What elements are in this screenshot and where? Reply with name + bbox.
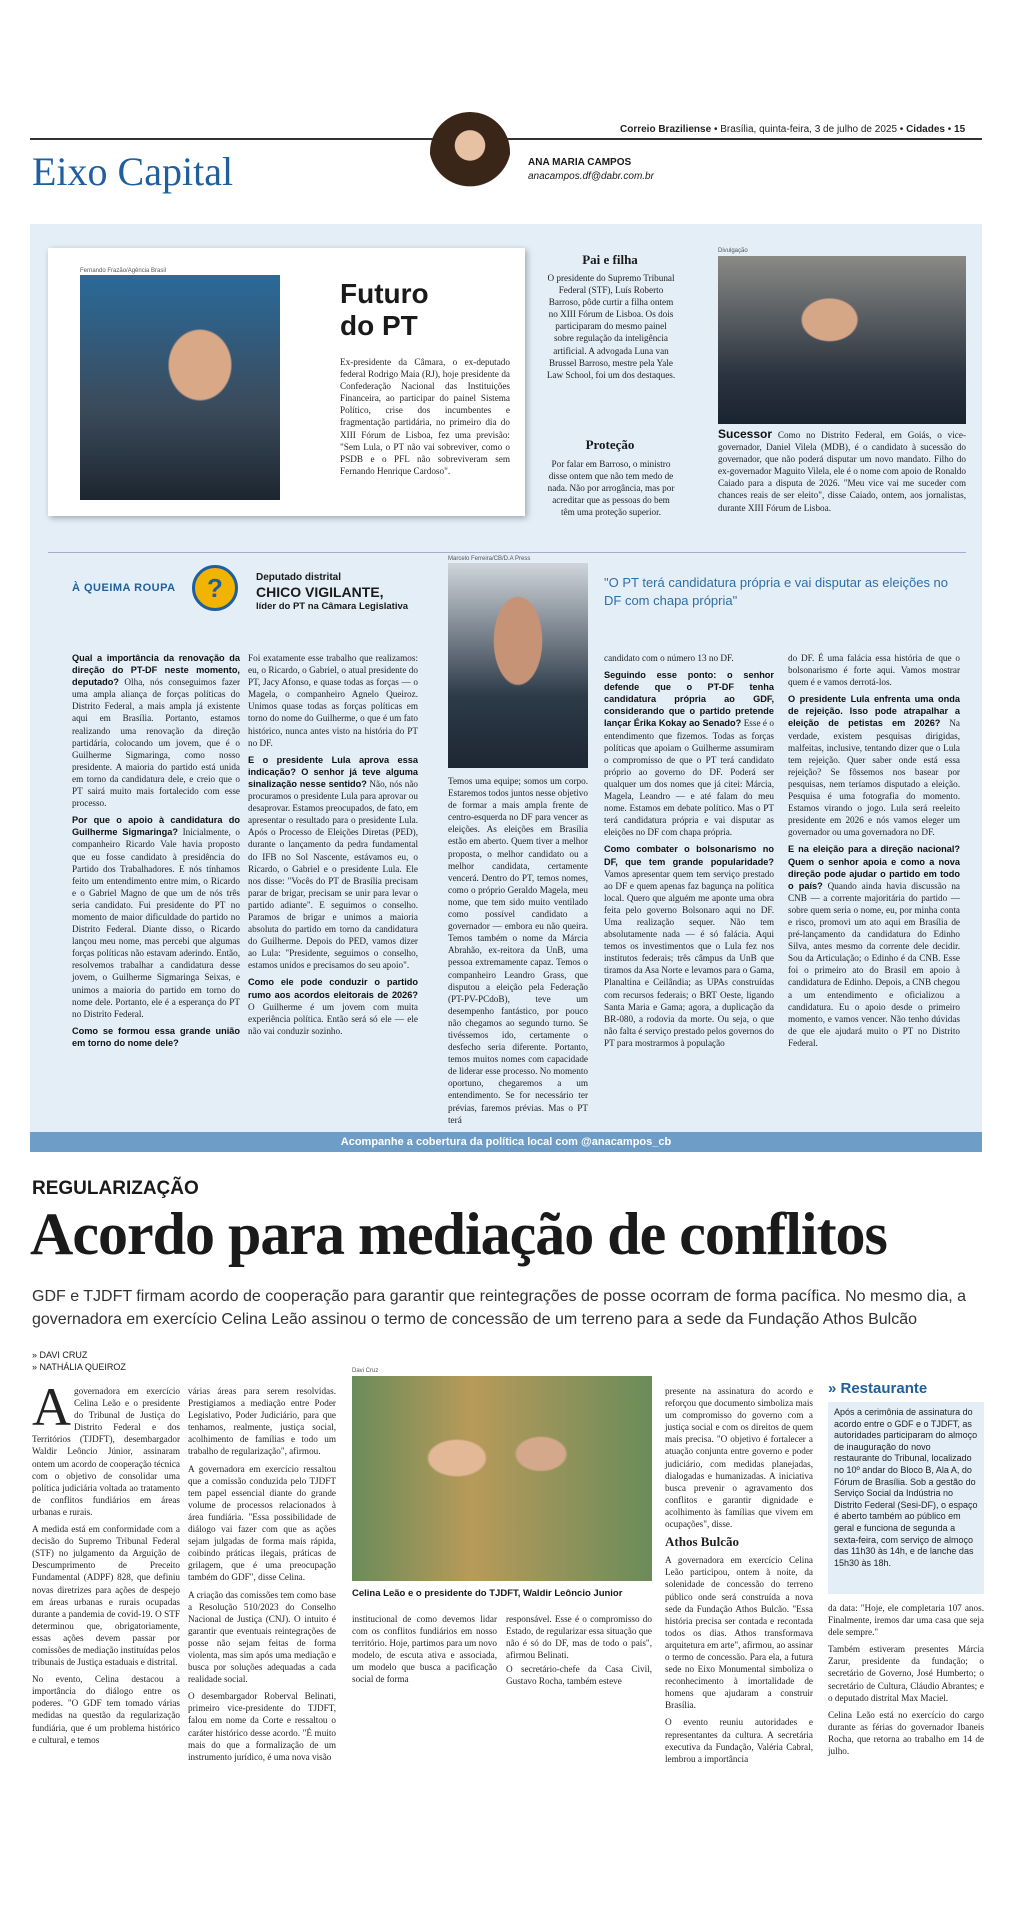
article-p3: No evento, Celina destacou a importância do diálogo entre os poderes. "O GDF tem tomado várias medidas na questão da regularização fundiária, que é um problema histórico e cultural, e temos (32, 1674, 180, 1745)
interview-q9: E na eleição para a direção nacional? Quem o senhor apoia e como a nova direção pode ajudar o partido em todo o país? (788, 844, 960, 891)
interview-photo-credit: Marcelo Ferreira/CB/D.A Press (448, 556, 531, 562)
page-number: 15 (954, 124, 966, 135)
interview-q5: Como ele pode conduzir o partido rumo aos acordos eleitorais de 2026? (248, 977, 418, 1000)
article-p4: várias áreas para serem resolvidas. Prestigiamos a mediação entre Poder Legislativo, Poder Judiciário, para que tenhamos, realmente, justiça social, acolhimento de famílias e todo um trabalho de regularização", afirmou. (188, 1386, 336, 1457)
author-email: anacampos.df@dabr.com.br (528, 171, 654, 182)
article-p8: presente na assinatura do acordo e reforçou que documento simboliza mais um compromisso do governo com a justiça social e com os direitos de quem mais precisa. "O objetivo é fortalecer a atuação conjunta entre governo e poder judiciário, com medidas planejadas, dialogadas e humanizadas. A iniciativa busca prevenir o agravamento dos conflitos e garantir dignidade e acolhimento às famílias que vivem em ocupações", disse. (665, 1386, 813, 1530)
interview-subtitle: líder do PT na Câmara Legislativa (256, 601, 409, 612)
interview-col-3: Temos uma equipe; somos um corpo. Estaremos todos juntos nesse objetivo de formar a mais ampla frente de centro-esquerda no DF para vencer as eleições. As eleições em Brasília estão em aberto. Quem tiver a melhor proposta, o melhor candidato ou a melhor candidata, certamente vencerá. Dentro do PT, temos nomes, como o próprio Geraldo Magela, meu nome, que tem sido muito ventilado como possível candidato a governador — embora eu não queira. Temos também o nome da Márcia Abrahão, ex-reitora da UnB, uma pessoa extremamente capaz. Temos o companheiro Leandro Grass, que disputou a eleição pela Federação (PT-PV-PCdoB), teve um desempenho fantástico, por pouco não chegamos ao segundo turno. Se tivéssemos ido, certamente o desfecho seria diferente. Portanto, temos muitos nomes com capacidade de liderar esse processo. No momento oportuno, chegaremos a um entendimento. Se for necessário ter prévias, faremos prévias. Mas o PT terá (448, 776, 588, 1125)
interview-q1: Qual a importância da renovação da direção do PT-DF neste momento, deputado? (72, 653, 240, 688)
masthead-name: Correio Braziliense (620, 124, 712, 135)
article-col-2 (188, 1385, 336, 1905)
article-p12: Também estiveram presentes Márcia Zarur, presidente da fundação; o secretário de Governo, José Humberto; o secretário de Cultura, Cláudio Abrantes; e o deputado distrital Max Maciel. (828, 1644, 984, 1703)
queima-roupa-icon: ? (192, 565, 238, 611)
interview-a3: Foi exatamente esse trabalho que realizamos: eu, o Ricardo, o Gabriel, o atual presidente do PT, Jacy Afonso, e quase todas as forças — o Magela, o companheiro Agnelo Queiroz. Unimos quase todas as forças políticas em torno do nome do Guilherme, o que é um fato histórico, nunca antes visto na história do PT no DF. (248, 653, 418, 748)
article-under-2a: responsável. Esse é o compromisso do Estado, de regularizar essa situação que não é só do DF, mas de todo o país", afirmou Belinati. (506, 1614, 652, 1661)
section-name: Cidades (906, 124, 945, 135)
article-under-2b: O secretário-chefe da Casa Civil, Gustavo Rocha, também esteve (506, 1664, 652, 1687)
interview-divider (48, 552, 966, 553)
article-p1: governadora em exercício Celina Leão e o presidente do Tribunal de Justiça do Distrito Federal e dos Territórios (TJDFT), desembargador Waldir Leôncio Júnior, assinaram ontem um acordo de cooperação técnica com o objetivo de consolidar uma política judiciária voltada ao tratamento de conflitos fundiários em áreas urbanas e rurais. (32, 1386, 180, 1517)
article-p7: O desembargador Roberval Belinati, primeiro vice-presidente do TJDFT, falou em nome da Corte e ressaltou o caráter histórico desse acordo. "É muito mais do que a formalização de um instrumento jurídico, é uma nova visão (188, 1691, 336, 1762)
interview-a1: Olha, nós conseguimos fazer uma ampla aliança de forças políticas do Distrito Federal, a mais ampla já existente aqui em Brasília. Portanto, estamos realizando uma renovação da direção partidária, colocando um jovem, que é o Guilherme Sigmaringa, como nosso presidente. A maioria do partido está unida em torno da candidatura dele, e creio que o PT sairá muito mais fortalecido com esse processo. (72, 677, 240, 809)
article-col-4 (665, 1385, 813, 1905)
interview-a9: do DF. É uma falácia essa história de que o bolsonarismo é forte aqui. Vamos mostrar quem é e vamos derrotá-los. (788, 653, 960, 688)
futuro-photo (80, 275, 280, 500)
paifilha-title: Pai e filha (582, 252, 638, 267)
article-p6: A criação das comissões tem como base a Resolução 510/2023 do Conselho Nacional de Justiça (CNJ). O intuito é garantir que eventuais reintegrações de posse não sejam feitas de forma violenta, mas sim após uma mediação e busca por soluções adequadas a cada realidade social. (188, 1589, 336, 1685)
sucessor-photo-credit: Divulgação (718, 248, 748, 254)
futuro-photo-credit: Fernando Frazão/Agência Brasil (80, 268, 167, 274)
interview-a6: candidato com o número 13 no DF. (604, 653, 734, 663)
interview-a11: Quando ainda havia discussão na CNB — a corrente majoritária do partido — sobre quem seria o nome, eu, por minha conta e risco, promovi um ato aqui em Brasília de pré-lançamento da candidatura do Edinho Silva, antes mesmo da corrente dele decidir. Sou da Articulação; o Edinho é da CNB. Esse foi o primeiro ato do Brasil em apoio à candidatura de Edinho. Depois, a CNB chegou a um entendimento e oficializou a candidatura. Eu o apoio desde o primeiro momento, e vamos vencer. Não tenho dúvidas de que ele ajudará muito o PT no Distrito Federal. (788, 880, 960, 1048)
queima-roupa-label: À QUEIMA ROUPA (72, 582, 176, 594)
futuro-title-2: do PT (340, 310, 418, 341)
article-photo-credit: Davi Cruz (352, 1368, 379, 1374)
interview-quote: "O PT terá candidatura própria e vai disputar as eleições no DF com chapa própria" (604, 575, 949, 608)
article-p10: O evento reuniu autoridades e representantes da cultura. A secretária executiva da Fundação, Valéria Cabral, lembrou a importância (665, 1717, 813, 1764)
dropcap: A (32, 1377, 71, 1437)
athos-title: Athos Bulcão (665, 1534, 740, 1550)
interview-col-1 (72, 652, 240, 1097)
sucessor-text: Como no Distrito Federal, em Goiás, o vice-governador, Daniel Vilela (MDB), é o candidato à sucessão do governador, que não poderá disputar um novo mandato. Filho do ex-governador Maguito Vilela, ele é o nome com apoio de Ronaldo Caiado para a disputa de 2026. "Meu vice vai me suceder com chances reais de ser eleito", disse Caiado, ontem, aos jornalistas, durante XIII Fórum de Lisboa. (718, 430, 966, 513)
interview-a8: Vamos apresentar quem tem serviço prestado ao DF e quem apenas faz bagunça na política local. Quero que alguém me aponte uma obra feita pelo governo Bolsonaro aqui no DF. Uma realização sequer. Não tem absolutamente nada — é só falácia. Aqui temos os investimentos que o Lula fez nos institutos federais; três câmpus da UnB que tiramos da Asa Norte e levamos para o Gama, Planaltina e Ceilândia; as UPAs construídas com recursos federais; o BRT Oeste, ligando Santa Maria e Gama; agora, a duplicação da BR-080, a rodovia da morte. Ou seja, o que não falta é serviço prestado pelos governos do PT para mostrarmos à população (604, 868, 774, 1048)
interview-a4: Não, nós não procuramos o presidente Lula para aprovar ou desaprovar. Estamos preocupados, de fato, em apresentar o resultado para o presidente Lula. Após o Processo de Eleições Diretas (PED), durante o lançamento da pedra fundamental do IFB no Sol Nascente, estávamos eu, o Ricardo, o Gabriel e o presidente Lula. Ele nos disse: "Vocês do PT de Brasília precisam parar de brigar, precisam se unir para levar o partido adiante". E seguimos o conselho. Paramos de brigar e unimos a maioria absoluta do partido em torno da candidatura do Guilherme. Depois do PED, vamos dizer ao Lula: "Presidente, seguimos o conselho, estamos unidos e precisamos do seu apoio". (248, 778, 419, 971)
protecao-title: Proteção (585, 437, 635, 452)
sucessor-photo (718, 256, 966, 424)
interview-a10: Na verdade, existem pesquisas dirigidas, malfeitas, inclusive, tentando dizer que o Lula tem rejeição. Quer saber onde está essa rejeição? Se fôssemos nos basear por pesquisas, nem teríamos disputado a eleição. Pesquisa é uma fotografia do momento. Estamos virando o jogo. Lula será reeleito presidente em 2026 e nós vamos eleger um governador ou uma governadora no DF. (788, 718, 961, 838)
restaurante-box: Após a cerimônia de assinatura do acordo entre o GDF e o TJDFT, as autoridades participaram do almoço de inauguração do novo restaurante do Tribunal, localizado no 10º andar do Bloco B, Ala A, do Fórum de Brasília. Sob a gestão do Serviço Social da Indústria no Distrito Federal (Sesi-DF), o espaço é aberto também ao público em geral e funciona de segunda a sexta-feira, com serviço de almoço das 11h30 às 14h, e de lanche das 15h30 às 18h. (828, 1402, 984, 1594)
interview-a2: Inicialmente, o companheiro Ricardo Vale havia proposto que eu fosse candidato à presidência do Partido dos Trabalhadores. E nós tínhamos feito um entendimento entre mim, o Ricardo e o Gabriel Magno de que um de nós três seria candidato. Fui presidente do PT no momento de maior dificuldade do partido no Distrito Federal. Diante disso, o Ricardo lançou meu nome, mas percebi que algumas forças políticas não estavam aderindo. Então, resolvemos trabalhar a candidatura desse jovem, o Guilherme Sigmaringa Seixas, e unimos a maioria do partido em torno do nome dele. Portanto, ele é a esperança do PT no Distrito Federal. (72, 827, 241, 1019)
article-col-1 (32, 1377, 180, 1905)
article-kicker: REGULARIZAÇÃO (32, 1178, 199, 1199)
protecao-text: Por falar em Barroso, o ministro disse ontem que não tem medo de nada. Não por arrogância, mas por acreditar que as pessoas do bem têm uma proteção superior. (547, 459, 675, 518)
article-p5: A governadora em exercício ressaltou que a comissão conduzida pelo TJDFT tem papel essencial diante do grande volume de processos relacionados à área fundiária. "Essa possibilidade de diálogo vai fazer com que as ações sejam julgadas de forma mais rápida, coibindo práticas ilegais, práticas de grilagem, que é uma preocupação também do GDF", disse Celina. (188, 1463, 336, 1583)
coverage-bar[interactable]: Acompanhe a cobertura da política local com @anacampos_cb (30, 1132, 982, 1152)
paifilha-text: O presidente do Supremo Tribunal Federal (STF), Luís Roberto Barroso, pôde curtir a filha ontem no XIII Fórum de Lisboa. Os dois participaram do mesmo painel sobre regulação da inteligência artificial. A advogada Luna van Brussel Barroso, mestre pela Yale Law School, foi um dos destaques. (546, 273, 676, 380)
restaurante-title: » Restaurante (828, 1380, 928, 1397)
sucessor-block (718, 428, 966, 524)
article-under-1: institucional de como devemos lidar com os conflitos fundiários em nosso território. Hoje, partimos para um novo modelo, de escuta ativa e associada, um modelo que busca a pacificação social de forma (352, 1614, 497, 1685)
dateline: • Brasília, quinta-feira, 3 de julho de 2025 • (713, 124, 904, 135)
article-p2: A medida está em conformidade com a decisão do Supremo Tribunal Federal (STF) no julgamento da Arguição de Descumprimento de Preceito Fundamental (ADPF) 828, que definiu novas diretrizes para ações de despejo em áreas urbanas e rurais ocupadas durante a pandemia de covid-19. O STF determinou que, obrigatoriamente, essas ações devem passar por comissões de mediação instituídas pelos tribunais de Justiça estaduais e distrital. (32, 1524, 180, 1668)
interview-photo (448, 563, 588, 768)
interview-q6: Seguindo esse ponto: o senhor defende que o PT-DF tenha candidatura própria ao GDF, considerando que o partido pretende lançar Érika Kokay ao Senado? (604, 670, 774, 729)
article-under-2 (506, 1613, 652, 1693)
article-p13: Celina Leão está no exercício do cargo durante as férias do governador Ibaneis Rocha, que retorna ao trabalho em 14 de julho. (828, 1709, 984, 1757)
article-photo-caption: Celina Leão e o presidente do TJDFT, Waldir Leôncio Junior (352, 1588, 623, 1599)
interview-col-4 (604, 652, 774, 1097)
sucessor-title: Sucessor (718, 427, 773, 441)
interview-q8: O presidente Lula enfrenta uma onda de rejeição. Isso pode atrapalhar a eleição de petistas em 2026? (788, 694, 960, 729)
interview-col-5 (788, 652, 960, 1097)
interview-q2: Por que o apoio à candidatura do Guilherme Sigmaringa? (72, 815, 240, 838)
interview-a7: Esse é o entendimento que fizemos. Todas as forças políticas que apoiam o Guilherme assumiram o compromisso de que o PT terá candidato próprio ao governo do DF. Poderá ser qualquer um dos nomes que já citei: Márcia, Magela, Leandro — e até falam do meu nome. Estamos em debate político. Mas o PT terá candidatura própria e vai disputar as eleições no DF com chapa própria. (604, 718, 775, 838)
futuro-text: Ex-presidente da Câmara, o ex-deputado federal Rodrigo Maia (RJ), hoje presidente da Confederação Nacional das Instituições Financeira, ao participar do painel Sistema Político, crise dos incumbentes e fragmentação partidária, no primeiro dia do XIII Fórum de Lisboa, fez uma previsão: "Sem Lula, o PT não vai sobreviver, como o PSDB e o PFL não sobreviveram sem Fernando Henrique Cardoso". (340, 357, 510, 476)
futuro-title-1: Futuro (340, 278, 429, 309)
interview-name: CHICO VIGILANTE, (256, 584, 384, 600)
byline-1: » DAVI CRUZ (32, 1350, 88, 1360)
column-title: Eixo Capital (32, 149, 234, 194)
author-photo (430, 112, 510, 200)
article-col-5 (828, 1602, 984, 1902)
interview-q3: Como se formou essa grande união em torno do nome dele? (72, 1025, 240, 1048)
article-p11: da data: "Hoje, ele completaria 107 anos. Finalmente, iremos dar uma casa que seja dele sempre." (828, 1603, 984, 1638)
interview-role: Deputado distrital (256, 572, 342, 583)
article-photo (352, 1376, 652, 1581)
article-headline: Acordo para mediação de conflitos (30, 1201, 887, 1267)
byline-2: » NATHÁLIA QUEIROZ (32, 1362, 126, 1372)
interview-col-2 (248, 652, 418, 1097)
article-deck: GDF e TJDFT firmam acordo de cooperação para garantir que reintegrações de posse ocorram de forma pacífica. No mesmo dia, a governadora em exercício Celina Leão assinou o termo de concessão de um terreno para a sede da Fundação Athos Bulcão (32, 1288, 967, 1328)
interview-q4: E o presidente Lula aprova essa indicação? O senhor já teve alguma sinalização nesse sentido? (248, 754, 418, 789)
interview-a5: O Guilherme é um jovem com muita experiência política. Então será só ele — ele não vai conduzir sozinho. (248, 1001, 418, 1036)
article-p9: A governadora em exercício Celina Leão participou, ontem à noite, da solenidade de concessão do terreno público onde será construída a nova sede da Fundação Athos Bulcão. "Essa história precisa ser contada e recontada todos os dias. Athos transformava arquitetura em arte", afirmou, ao assinar o termo de concessão. Para ela, a futura sede no Eixo Monumental simboliza o reconhecimento à imortalidade de homens que ajudaram a construir Brasília. (665, 1555, 813, 1711)
author-name: ANA MARIA CAMPOS (528, 157, 632, 168)
interview-q7: Como combater o bolsonarismo no DF, que tem grande popularidade? (604, 844, 774, 867)
masthead-line: Correio Braziliense • Brasília, quinta-feira, 3 de julho de 2025 • Cidades • 15 (620, 124, 966, 135)
